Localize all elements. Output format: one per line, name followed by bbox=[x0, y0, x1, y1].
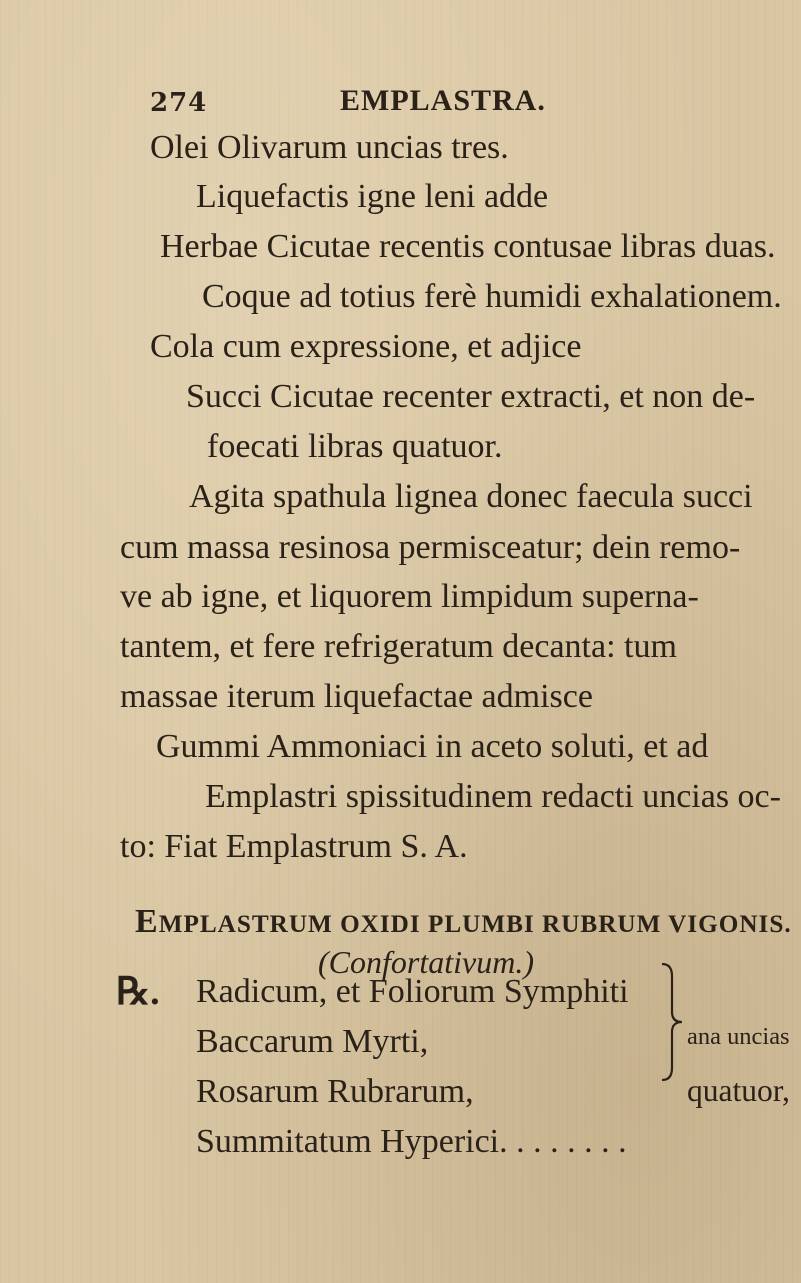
page-number: 274 bbox=[150, 88, 208, 118]
bracket-glyph bbox=[658, 958, 688, 1086]
text-line: Cola cum expressione, et adjice bbox=[150, 328, 582, 365]
ingredient-line: Rosarum Rubrarum, bbox=[196, 1073, 474, 1110]
quantity-text: ana uncias bbox=[687, 1023, 790, 1050]
heading-initial: E bbox=[135, 903, 159, 940]
text-line: tantem, et fere refrigeratum decanta: tum bbox=[120, 628, 677, 665]
ingredient-line: Baccarum Myrti, bbox=[196, 1023, 429, 1060]
text-line: Liquefactis igne leni adde bbox=[196, 178, 549, 215]
section-subtitle: (Confortativum.) bbox=[318, 944, 534, 980]
running-title: EMPLASTRA. bbox=[340, 84, 546, 117]
section-heading bbox=[135, 905, 792, 939]
text-line: to: Fiat Emplastrum S. A. bbox=[120, 828, 468, 865]
recipe-symbol: ℞. bbox=[116, 971, 160, 1013]
text-line: Succi Cicutae recenter extracti, et non de- bbox=[186, 378, 756, 415]
ingredient-line: Summitatum Hyperici. . . . . . . . bbox=[196, 1123, 627, 1160]
text-line: ve ab igne, et liquorem limpidum superna- bbox=[120, 578, 699, 615]
text-line: Gummi Ammoniaci in aceto soluti, et ad bbox=[156, 728, 709, 765]
text-line: Agita spathula lignea donec faecula succi bbox=[189, 478, 753, 515]
text-line: foecati libras quatuor. bbox=[207, 428, 503, 465]
quantity-text: quatuor, bbox=[687, 1073, 790, 1108]
heading-text: MPLASTRUM OXIDI PLUMBI RUBRUM VIGONIS. bbox=[158, 911, 792, 938]
text-line: Emplastri spissitudinem redacti uncias oc- bbox=[205, 778, 781, 815]
grouping-bracket bbox=[658, 958, 688, 1086]
text-line: cum massa resinosa permisceatur; dein remo- bbox=[120, 529, 741, 566]
text-line: Olei Olivarum uncias tres. bbox=[150, 129, 509, 166]
text-line: Coque ad totius ferè humidi exhalationem. bbox=[202, 278, 782, 315]
text-line: Herbae Cicutae recentis contusae libras duas. bbox=[160, 228, 776, 265]
text-line: massae iterum liquefactae admisce bbox=[120, 678, 593, 715]
ingredient-line: Radicum, et Foliorum Symphiti bbox=[196, 973, 629, 1010]
